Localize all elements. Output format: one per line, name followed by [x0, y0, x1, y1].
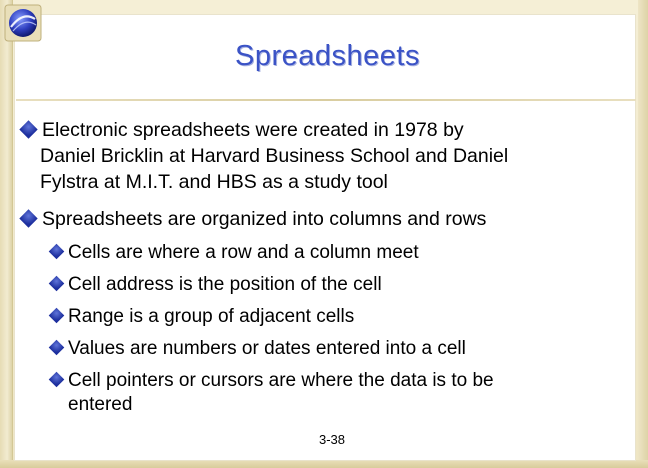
diamond-bullet-icon: [49, 308, 65, 324]
bullet-line: entered: [68, 394, 133, 415]
diamond-bullet-icon: [19, 121, 37, 139]
bullet-line: Values are numbers or dates entered into a cell: [68, 338, 466, 359]
bullet-line: Cell pointers or cursors are where the data is to be: [68, 370, 494, 391]
bullet-line: Cells are where a row and a column meet: [68, 242, 419, 263]
sub-bullet-item: [48, 273, 608, 297]
diamond-bullet-icon: [49, 340, 65, 356]
bullet-line: Range is a group of adjacent cells: [68, 306, 355, 327]
frame-bottom-edge: [0, 460, 648, 468]
diamond-bullet-icon: [49, 244, 65, 260]
bullet-line: Electronic spreadsheets were created in 1978 by: [42, 119, 464, 141]
sub-bullet-item: [48, 305, 608, 329]
globe-logo-icon: [3, 3, 43, 43]
sub-bullet-item: [48, 369, 608, 417]
bullet-line: Spreadsheets are organized into columns and rows: [42, 208, 487, 230]
page-number: 3-38: [318, 432, 346, 447]
diamond-bullet-icon: [49, 276, 65, 292]
bullet-item: [18, 117, 628, 195]
diamond-bullet-icon: [19, 210, 37, 228]
slide-title: Spreadsheets: [235, 40, 420, 72]
diamond-bullet-icon: [49, 372, 65, 388]
sub-bullet-item: [48, 241, 608, 265]
bullet-line: Cell address is the position of the cell: [68, 274, 382, 295]
bullet-line: Daniel Bricklin at Harvard Business School and Daniel: [40, 145, 509, 167]
title-divider: [16, 99, 636, 101]
sub-bullet-item: [48, 337, 608, 361]
bullet-line: Fylstra at M.I.T. and HBS as a study tool: [40, 171, 388, 193]
bullet-item: [18, 206, 628, 232]
